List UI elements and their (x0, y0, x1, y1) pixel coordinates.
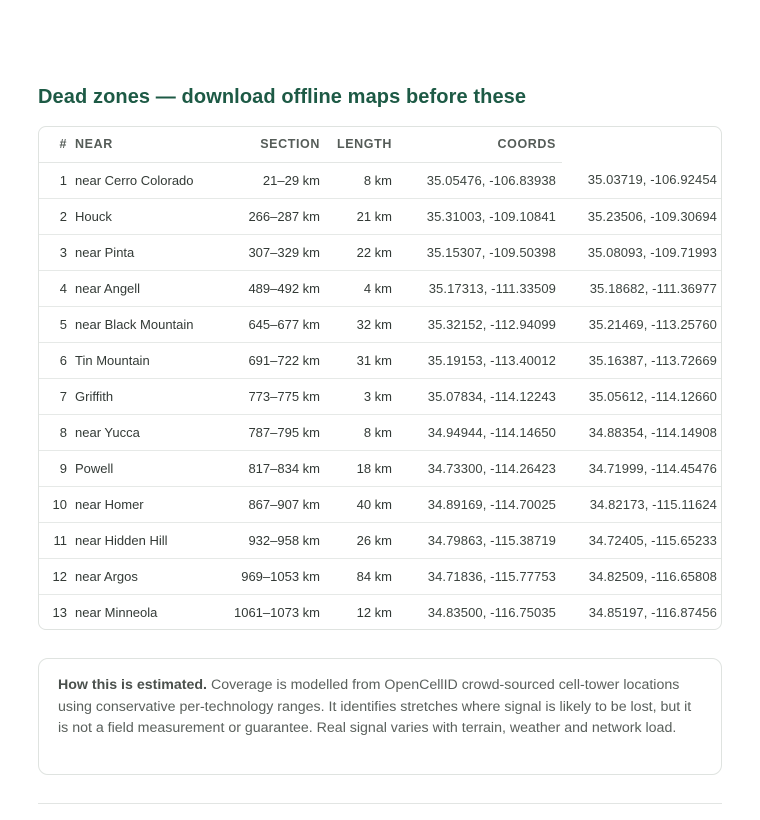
cell-num: 4 (39, 270, 67, 306)
note-body: Coverage is modelled from OpenCellID crowd-sourced cell-tower locations using conservative per-technology ranges. It identifies stretches where signal is likely to be lost, but it is not a field measurement or guarantee. Real signal varies with terrain, weather and network load. (58, 677, 692, 736)
cell-length: 4 km (328, 270, 400, 306)
cell-coords-end: 34.82173, -115.11624 (562, 486, 722, 522)
cell-near: Griffith (67, 378, 219, 414)
cell-coords-end: 35.16387, -113.72669 (562, 342, 722, 378)
cell-coords-end: 34.82509, -116.65808 (562, 558, 722, 594)
table-row (39, 522, 722, 558)
cell-num: 1 (39, 162, 67, 198)
cell-near: near Pinta (67, 234, 219, 270)
cell-near: near Hidden Hill (67, 522, 219, 558)
cell-section: 817–834 km (219, 450, 328, 486)
cell-near: Powell (67, 450, 219, 486)
cell-num: 2 (39, 198, 67, 234)
col-header-coords: COORDS (400, 127, 562, 162)
cell-coords-start: 35.19153, -113.40012 (400, 342, 562, 378)
cell-near: near Cerro Colorado (67, 162, 219, 198)
col-header-section: SECTION (219, 127, 328, 162)
cell-near: near Minneola (75, 604, 158, 620)
cell-coords-start: 34.73300, -114.26423 (400, 450, 562, 486)
note-lead: How this is estimated. (58, 677, 208, 693)
cell-coords-start: 34.83500, -116.75035 (427, 604, 556, 620)
cell-num: 13 (52, 604, 67, 620)
cell-num: 8 (39, 414, 67, 450)
cell-near: Houck (67, 198, 219, 234)
cell-coords-end: 34.72405, -115.65233 (562, 522, 722, 558)
cell-num: 5 (39, 306, 67, 342)
cell-length: 12 km (356, 604, 392, 620)
cell-coords-end: 34.88354, -114.14908 (562, 414, 722, 450)
table-header-row (39, 127, 722, 162)
cell-near: near Angell (67, 270, 219, 306)
col-header-num: # (39, 127, 67, 162)
cell-length: 8 km (328, 162, 400, 198)
cell-num: 10 (39, 486, 67, 522)
table-row (39, 270, 722, 306)
cell-near: Tin Mountain (67, 342, 219, 378)
cell-num: 7 (39, 378, 67, 414)
cell-num: 11 (39, 522, 67, 558)
cell-section: 307–329 km (219, 234, 328, 270)
cell-num: 9 (39, 450, 67, 486)
cell-coords-start: 34.94944, -114.14650 (400, 414, 562, 450)
table-row (39, 162, 722, 198)
table-row (39, 414, 722, 450)
table-row (39, 306, 722, 342)
cell-coords-end: 35.23506, -109.30694 (562, 198, 722, 234)
table-row (39, 594, 722, 630)
cell-length: 31 km (328, 342, 400, 378)
cell-near: near Argos (67, 558, 219, 594)
cell-length: 21 km (328, 198, 400, 234)
cell-length: 3 km (328, 378, 400, 414)
cell-length: 26 km (328, 522, 400, 558)
cell-coords-end: 35.21469, -113.25760 (562, 306, 722, 342)
cell-length: 8 km (328, 414, 400, 450)
cell-num: 3 (39, 234, 67, 270)
col-header-near: NEAR (67, 127, 219, 162)
cell-length: 84 km (328, 558, 400, 594)
cell-coords-start: 35.15307, -109.50398 (400, 234, 562, 270)
cell-length: 22 km (328, 234, 400, 270)
dead-zones-table-card (38, 126, 722, 630)
cell-coords-end: 35.08093, -109.71993 (562, 234, 722, 270)
col-header-blank (562, 127, 722, 162)
table-row (39, 234, 722, 270)
cell-coords-start: 35.31003, -109.10841 (400, 198, 562, 234)
cell-near: near Black Mountain (67, 306, 219, 342)
cell-section: 787–795 km (219, 414, 328, 450)
cell-num: 6 (39, 342, 67, 378)
cell-coords-start: 35.17313, -111.33509 (400, 270, 562, 306)
cell-coords-start: 35.05476, -106.83938 (400, 162, 562, 198)
table-row (39, 378, 722, 414)
cell-near: near Homer (67, 486, 219, 522)
cell-coords-start: 34.71836, -115.77753 (400, 558, 562, 594)
cell-section: 266–287 km (219, 198, 328, 234)
table-row (39, 450, 722, 486)
cell-length: 40 km (328, 486, 400, 522)
cell-section: 1061–1073 km (233, 604, 320, 620)
table-row (39, 198, 722, 234)
table-row (39, 558, 722, 594)
cell-length: 18 km (328, 450, 400, 486)
cell-section: 489–492 km (219, 270, 328, 306)
col-header-length: LENGTH (328, 127, 400, 162)
cell-section: 969–1053 km (219, 558, 328, 594)
table-row (39, 342, 722, 378)
cell-coords-end: 35.05612, -114.12660 (562, 378, 722, 414)
cell-coords-end: 35.18682, -111.36977 (562, 270, 722, 306)
cell-section: 691–722 km (219, 342, 328, 378)
table-body (39, 162, 722, 630)
estimation-note (38, 658, 722, 775)
cell-coords-end: 34.71999, -114.45476 (562, 450, 722, 486)
cell-section: 867–907 km (219, 486, 328, 522)
cell-coords-start: 34.89169, -114.70025 (400, 486, 562, 522)
cell-coords-end: 35.03719, -106.92454 (562, 162, 722, 198)
cell-section: 645–677 km (219, 306, 328, 342)
cell-coords-start: 35.32152, -112.94099 (400, 306, 562, 342)
table-row (39, 486, 722, 522)
section-title: Dead zones — download offline maps before these (38, 86, 527, 108)
cell-length: 32 km (328, 306, 400, 342)
cell-coords-start: 35.07834, -114.12243 (400, 378, 562, 414)
cell-section: 21–29 km (219, 162, 328, 198)
cell-num: 12 (39, 558, 67, 594)
cell-section: 932–958 km (219, 522, 328, 558)
footer-divider (38, 803, 722, 804)
cell-coords-end: 34.85197, -116.87456 (588, 604, 717, 620)
dead-zones-table (39, 127, 722, 630)
cell-section: 773–775 km (219, 378, 328, 414)
cell-near: near Yucca (67, 414, 219, 450)
cell-coords-start: 34.79863, -115.38719 (400, 522, 562, 558)
